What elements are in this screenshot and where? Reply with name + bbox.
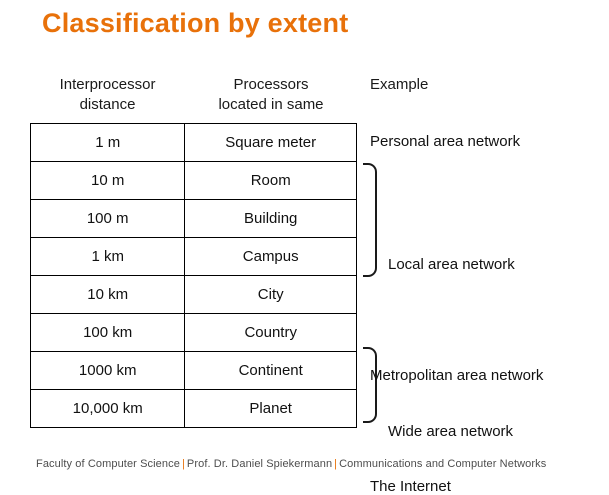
table-row (31, 314, 357, 352)
cell-distance: 1 m (31, 124, 185, 162)
column-header-example-line1: Example (370, 76, 429, 93)
extent-table (30, 123, 357, 428)
table-row (31, 352, 357, 390)
page-title: Classification by extent (42, 8, 349, 38)
column-header-distance (30, 75, 185, 115)
table-row (31, 390, 357, 428)
cell-distance: 10 m (31, 162, 185, 200)
example-wide-area-network: Wide area network (388, 423, 514, 440)
cell-located: Continent (185, 352, 357, 390)
table-column-headers (30, 75, 600, 123)
column-header-located-line1: Processors (233, 76, 309, 93)
footer-part3: Communications and Computer Networks (339, 458, 547, 470)
cell-located: Campus (185, 238, 357, 276)
table-row (31, 276, 357, 314)
cell-distance: 1 km (31, 238, 185, 276)
cell-distance: 100 m (31, 200, 185, 238)
cell-distance: 1000 km (31, 352, 185, 390)
table-row (31, 124, 357, 162)
cell-located: Building (185, 200, 357, 238)
cell-located: Square meter (185, 124, 357, 162)
table-row (31, 162, 357, 200)
column-header-distance-line1: Interprocessor (59, 76, 156, 93)
table-row (31, 238, 357, 276)
footer-part1: Faculty of Computer Science (36, 458, 180, 470)
cell-located: Planet (185, 390, 357, 428)
footer-part2: Prof. Dr. Daniel Spiekermann (186, 458, 333, 470)
table-row (31, 200, 357, 238)
cell-distance: 100 km (31, 314, 185, 352)
cell-located: City (185, 276, 357, 314)
example-local-area-network: Local area network (388, 256, 515, 273)
column-header-located-line2: located in same (218, 96, 324, 113)
footer (36, 458, 546, 470)
cell-located: Country (185, 314, 357, 352)
column-header-located (185, 75, 357, 115)
example-the-internet: The Internet (370, 478, 451, 495)
cell-distance: 10,000 km (31, 390, 185, 428)
footer-separator-2: | (334, 458, 338, 470)
table-body (31, 124, 357, 428)
footer-separator-1: | (181, 458, 185, 470)
example-metropolitan-area-network: Metropolitan area network (370, 367, 544, 384)
cell-located: Room (185, 162, 357, 200)
example-personal-area-network: Personal area network (370, 133, 521, 150)
cell-distance: 10 km (31, 276, 185, 314)
column-header-example (370, 75, 550, 95)
column-header-distance-line2: distance (79, 96, 136, 113)
